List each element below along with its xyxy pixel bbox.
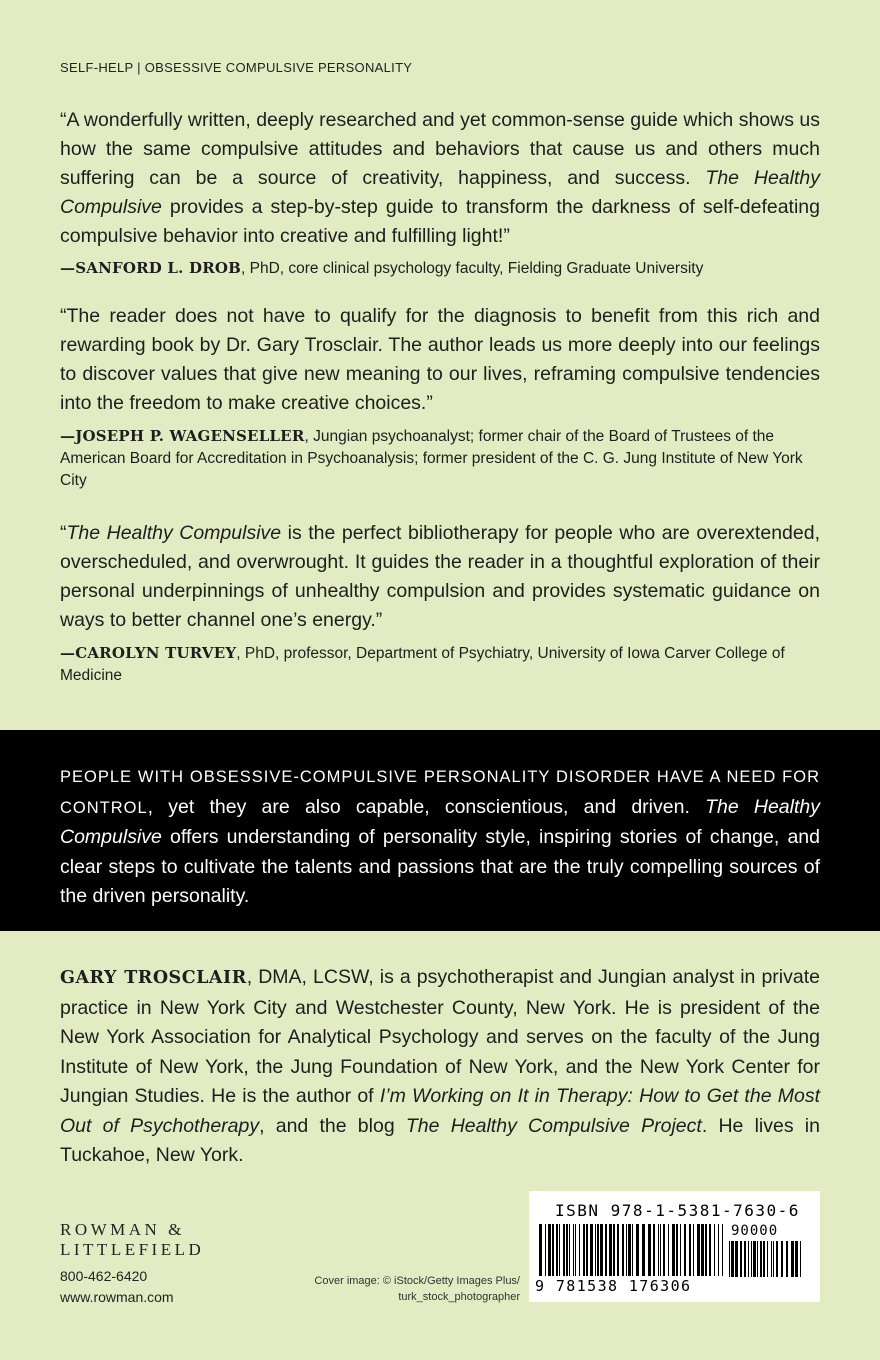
book-description: PEOPLE WITH OBSESSIVE-COMPULSIVE PERSONALITY DISORDER HAVE A NEED FOR CONTROL, yet they are also capable, conscientious, and driven. The Healthy Compulsive offers understanding of personality style, inspiring stories of change, and clear steps to cultivate the talents and passions that are the truly compelling sources of the driven personality. (60, 768, 820, 907)
cover-image-credit: Cover image: © iStock/Getty Images Plus/ turk_stock_photographer (314, 1275, 520, 1303)
book-title: The Healthy Compulsive (60, 795, 820, 848)
author-name: GARY TROSCLAIR (60, 968, 247, 988)
author-bio: GARY TROSCLAIR, DMA, LCSW, is a psychotherapist and Jungian analyst in private practice in New York City and Westchester County, New York. He is president of the New York Association for Analytical Psychology and serves on the faculty of the Jung Institute of New York, the Jung Foundation of New York, and the New York Center for Jungian Studies. He is the author of I’m Working on It in Therapy: How to Get the Most Out of Psychotherapy, and the blog The Healthy Compulsive Project. He lives in Tuckahoe, New York. (60, 966, 820, 1166)
review-quote-2: “The reader does not have to qualify for the diagnosis to benefit from this rich and rewarding book by Dr. Gary Trosclair. The author leads us more deeply into our feelings to discover values that give new meaning to our lives, reframing compulsive tendencies into the freedom to make creative choices.” (60, 305, 820, 414)
blog-title: The Healthy Compulsive Project (405, 1114, 702, 1137)
review-attribution-3: —CAROLYN TURVEY, PhD, professor, Department of Psychiatry, University of Iowa Carver College of Medicine (60, 644, 785, 684)
reviewer-name: —JOSEPH P. WAGENSELLER (60, 427, 305, 445)
review-attribution-1: —SANFORD L. DROB, PhD, core clinical psychology faculty, Fielding Graduate University (60, 259, 704, 277)
price-code: 90000 (731, 1223, 779, 1239)
reviewer-name: —SANFORD L. DROB (60, 259, 242, 277)
isbn-number: ISBN 978-1-5381-7630-6 (555, 1201, 800, 1220)
reviewer-name: —CAROLYN TURVEY (60, 644, 237, 662)
barcode-addon-bars-icon (729, 1241, 805, 1277)
barcode-bars-icon (539, 1224, 727, 1276)
publisher-website: www.rowman.com (60, 1289, 174, 1305)
publisher-logo: ROWMAN & LITTLEFIELD (60, 1220, 205, 1259)
publisher-contact (60, 1266, 174, 1308)
barcode-digits: 9 781538 176306 (535, 1277, 692, 1295)
book-title: The Healthy Compulsive (60, 167, 820, 218)
other-book-title: I’m Working on It in Therapy: How to Get the Most Out of Psychotherapy (60, 1085, 820, 1137)
review-quote-3: “The Healthy Compulsive is the perfect bibliotherapy for people who are overextended, overscheduled, and overwrought. It guides the reader in a thoughtful exploration of their personal underpinnings of unhealthy compulsion and provides systematic guidance on ways to better channel one’s energy.” (60, 522, 820, 631)
description-band (0, 730, 880, 931)
publisher-phone: 800-462-6420 (60, 1268, 148, 1284)
isbn-barcode (529, 1191, 820, 1302)
book-title: The Healthy Compulsive (66, 522, 282, 544)
review-quote-1: “A wonderfully written, deeply researched and yet common-sense guide which shows us how the same compulsive attitudes and behaviors that cause us and others much suffering can be a source of creativity, happiness, and success. The Healthy Compulsive provides a step-by-step guide to transform the darkness of self-defeating compulsive behavior into creative and fulfilling light!” (60, 109, 820, 247)
category-label: SELF-HELP | OBSESSIVE COMPULSIVE PERSONALITY (60, 60, 413, 75)
review-attribution-2: —JOSEPH P. WAGENSELLER, Jungian psychoanalyst; former chair of the Board of Trustees of the American Board for Accreditation in Psychoanalysis; former president of the C. G. Jung Institute of New York City (60, 427, 803, 489)
